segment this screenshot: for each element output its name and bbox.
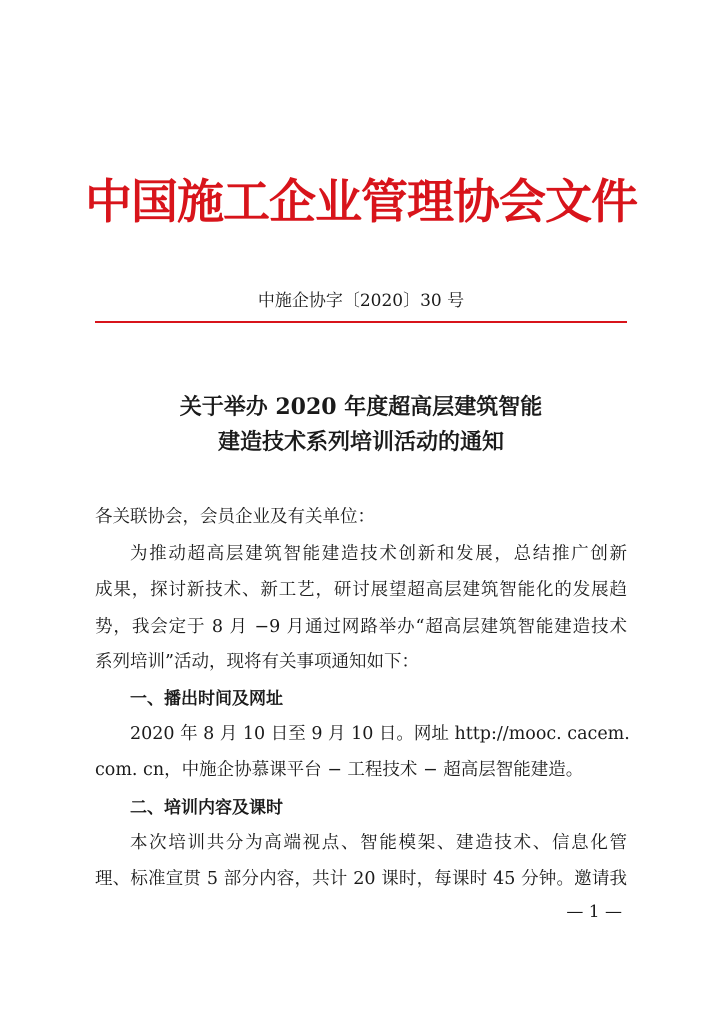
intro-line: 系列培训”活动，现将有关事项通知如下： — [95, 652, 419, 672]
intro-line: 势，我会定于 8 月 −9 月通过网路举办“超高层建筑智能建造技术 — [95, 617, 627, 637]
salutation: 各关联协会，会员企业及有关单位： — [95, 507, 375, 527]
notice-title-line-1: 关于举办 2020 年度超高层建筑智能 — [179, 394, 543, 420]
intro-line: 成果，探讨新技术、新工艺，研讨展望超高层建筑智能化的发展趋 — [95, 580, 627, 600]
section-1-line: 2020 年 8 月 10 日至 9 月 10 日。网址 http://mooc. cacem. — [130, 724, 630, 744]
notice-title-line-2: 建造技术系列培训活动的通知 — [217, 429, 504, 455]
section-1-line: com. cn，中施企协慕课平台 − 工程技术 − 超高层智能建造。 — [95, 760, 584, 780]
section-1-title: 一、播出时间及网址 — [130, 689, 283, 709]
section-2-line: 理、标准宣贯 5 部分内容，共计 20 课时，每课时 45 分钟。邀请我 — [95, 869, 627, 889]
section-2-title: 二、培训内容及课时 — [130, 798, 283, 818]
red-divider — [95, 321, 627, 323]
page-number: — 1 — — [566, 902, 622, 922]
intro-line: 为推动超高层建筑智能建造技术创新和发展，总结推广创新 — [130, 544, 627, 564]
section-2-line: 本次培训共分为高端视点、智能模架、建造技术、信息化管 — [130, 833, 627, 853]
doc-number: 中施企协字〔2020〕30 号 — [257, 291, 465, 311]
issuer-title: 中国施工企业管理协会文件 — [85, 175, 637, 230]
